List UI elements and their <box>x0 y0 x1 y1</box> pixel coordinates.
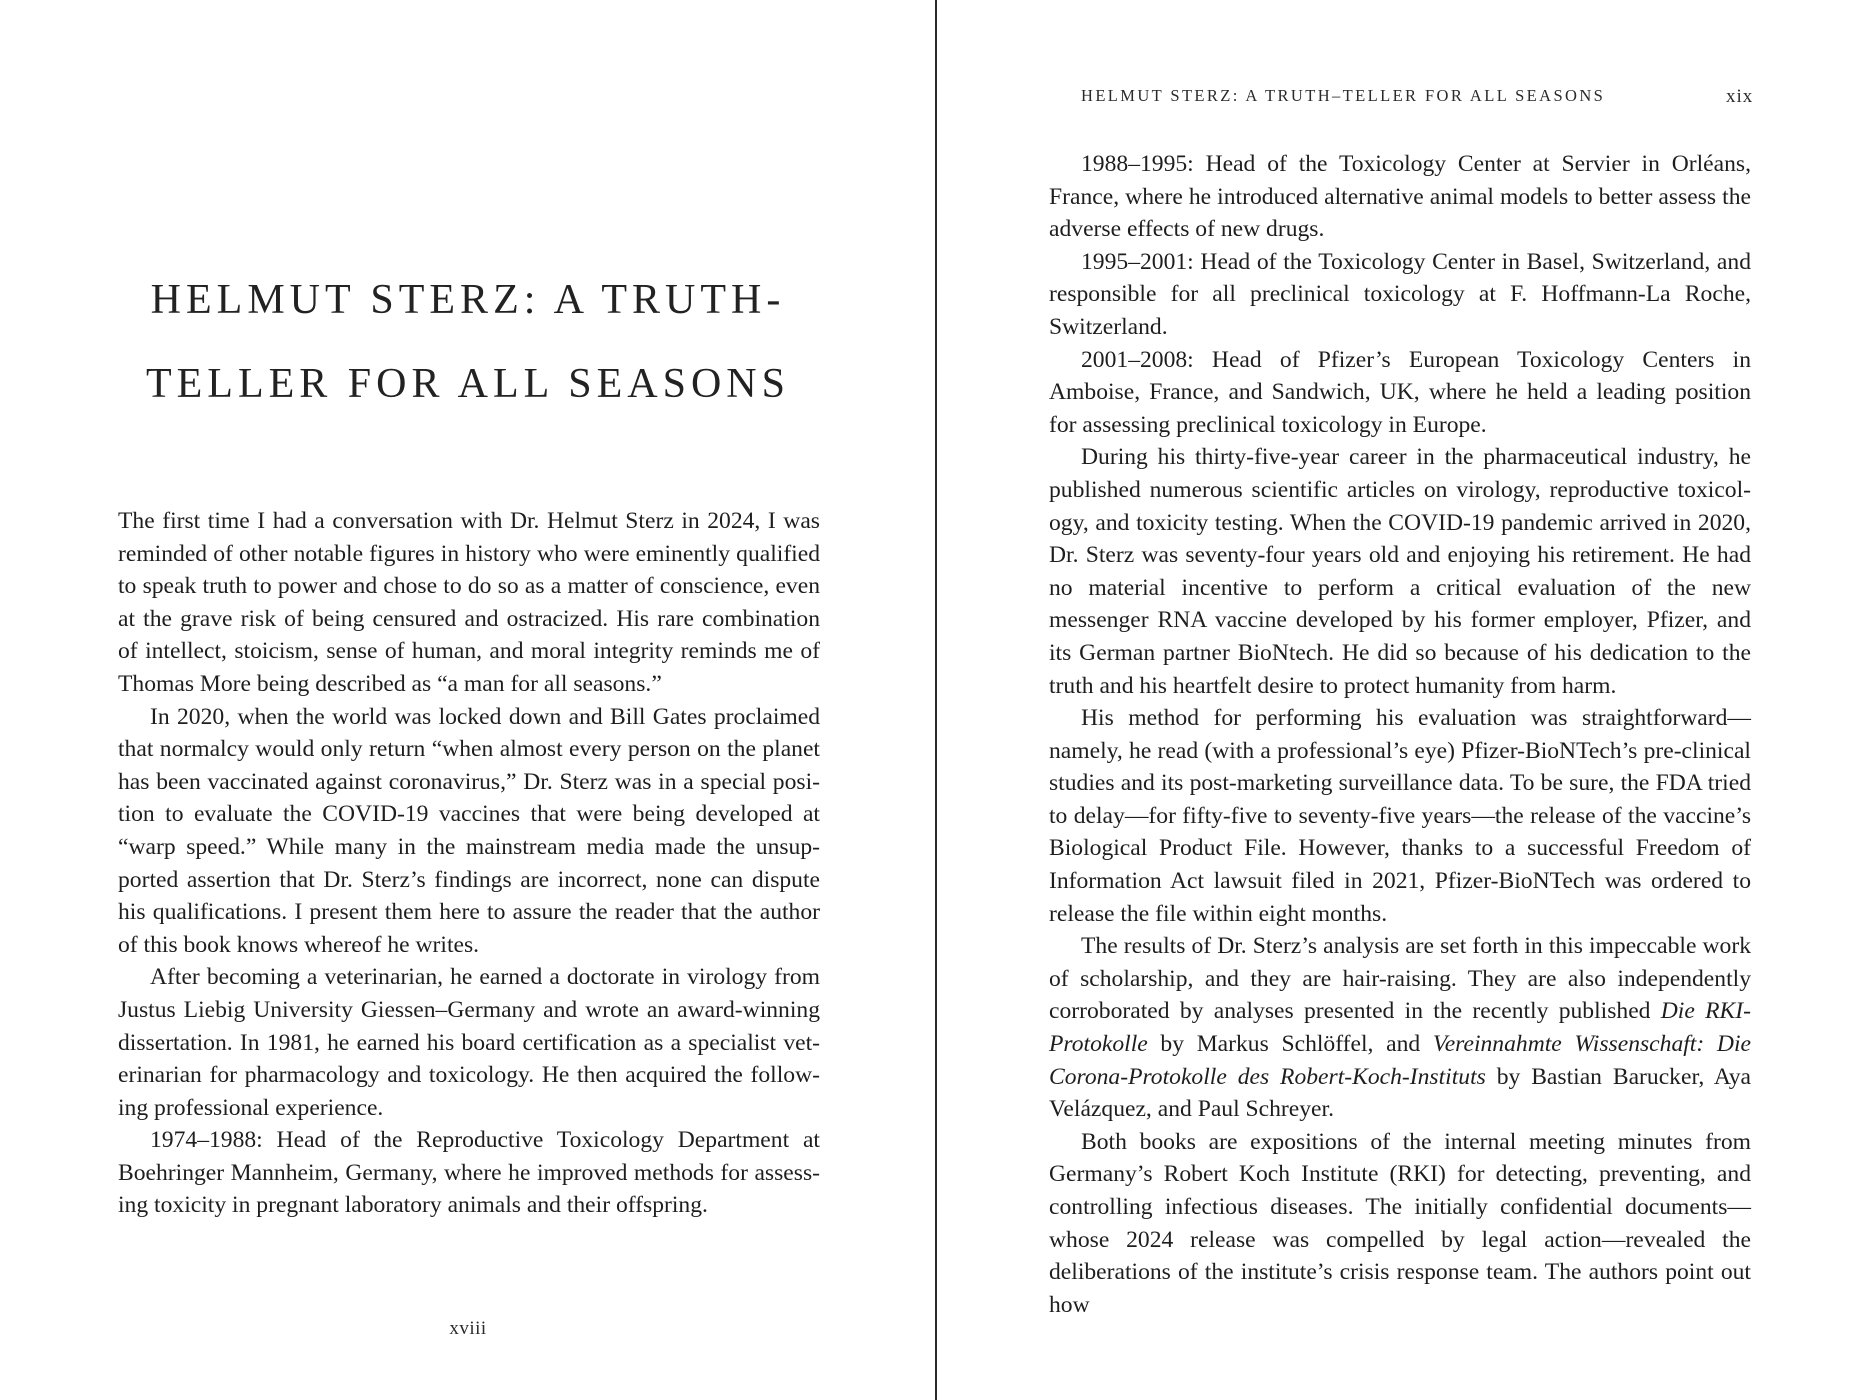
paragraph-text: by Bastian Barucker, Aya Velázquez, and Paul Schreyer. <box>1049 1063 1751 1123</box>
running-head: HELMUT STERZ: A TRUTH–TELLER FOR ALL SEASONS <box>1081 86 1606 105</box>
paragraph-text: by Markus Schlöffel, and <box>1147 1031 1433 1058</box>
paragraph <box>1049 930 1751 1126</box>
chapter-title <box>118 258 818 426</box>
chapter-title-line-2: TELLER FOR ALL SEASONS <box>146 361 790 407</box>
paragraph-text: The results of Dr. Sterz’s analysis are set forth in this impeccable work of scholarship, and they are hair-raising. They are also independently corroborated by analyses presented in the recently published <box>1049 933 1751 1025</box>
paragraph: Both books are expositions of the internal meeting minutes from Germany’s Robert Koch Institute (RKI) for detecting, preventing, and controlling infectious diseases. The initially confidential documents—whose 2024 release was compelled by legal action—revealed the deliberations of the institute’s crisis response team. The authors point out how <box>1049 1128 1751 1318</box>
paragraph: In 2020, when the world was locked down and Bill Gates proclaimed that normalcy would only return “when almost every person on the planet has been vaccinated against coronavirus,” Dr. Sterz was in a special position to evaluate the COVID-19 vaccines that were being developed at “warp speed.” While many in the mainstream media made the unsupported assertion that Dr. Sterz’s findings are incorrect, none can dispute his qualifications. I present them here to assure the reader that the author of this book knows whereof he writes. <box>118 703 820 958</box>
book-title-vereinnahmte-wissenschaft: Vereinnahmte Wissenschaft: Die Corona-Protokolle des Robert-Koch-Instituts <box>1049 1031 1751 1090</box>
right-body-text <box>1049 148 1751 1321</box>
paragraph: 1988–1995: Head of the Toxicology Center at Servier in Orléans, France, where he introduced alternative animal models to better assess the adverse effects of new drugs. <box>1049 151 1751 243</box>
left-body-text <box>118 505 820 1222</box>
page-number-left: xviii <box>449 1318 487 1339</box>
paragraph: 1995–2001: Head of the Toxicology Center in Basel, Switzerland, and responsible for all preclinical toxicology at F. Hoffmann-La Roche, Switzerland. <box>1049 248 1751 340</box>
paragraph: After becoming a veterinarian, he earned a doctorate in virology from Justus Liebig University Giessen–Germany and wrote an award-winning dissertation. In 1981, he earned his board certification as a specialist veterinarian for pharmacology and toxicology. He then acquired the following professional experience. <box>118 964 820 1121</box>
paragraph: During his thirty-five-year career in the pharmaceutical industry, he published numerous scientific articles on virology, reproductive toxicology, and toxicity testing. When the COVID-19 pandemic arrived in 2020, Dr. Sterz was seventy-four years old and enjoying his retirement. He had no material incentive to perform a critical evaluation of the new messenger RNA vaccine developed by his former employer, Pfizer, and its German partner BioNtech. He did so because of his dedication to the truth and his heartfelt desire to protect humanity from harm. <box>1049 444 1751 699</box>
book-title-rki-protokolle: Die RKI-Protokolle <box>1049 998 1751 1058</box>
book-gutter-line <box>935 0 937 1400</box>
paragraph: 1974–1988: Head of the Reproductive Toxicology Department at Boehringer Mannheim, Germany, where he improved methods for assessing toxicity in pregnant laboratory animals and their offspring. <box>118 1127 820 1219</box>
paragraph: 2001–2008: Head of Pfizer’s European Toxicology Centers in Amboise, France, and Sandwich, UK, where he held a leading position for assessing preclinical toxicology in Europe. <box>1049 346 1751 438</box>
right-page <box>938 0 1866 1400</box>
paragraph: His method for performing his evaluation was straightforward—namely, he read (with a professional’s eye) Pfizer-BioNTech’s pre-clinical studies and its post-marketing surveillance data. To be sure, the FDA tried to delay—for fifty-five to seventy-five years—the release of the vaccine’s Biological Product File. However, thanks to a successful Freedom of Information Act lawsuit filed in 2021, Pfizer-BioNTech was ordered to release the file within eight months. <box>1049 705 1751 927</box>
page-number-right: xix <box>1726 86 1754 107</box>
chapter-title-line-1: HELMUT STERZ: A TRUTH- <box>150 277 786 323</box>
paragraph: The first time I had a conversation with Dr. Helmut Sterz in 2024, I was reminded of other notable figures in history who were eminently qualified to speak truth to power and chose to do so as a matter of conscience, even at the grave risk of being censured and ostracized. His rare combination of intellect, stoicism, sense of human, and moral integrity reminds me of Thomas More being described as “a man for all seasons.” <box>118 508 820 697</box>
